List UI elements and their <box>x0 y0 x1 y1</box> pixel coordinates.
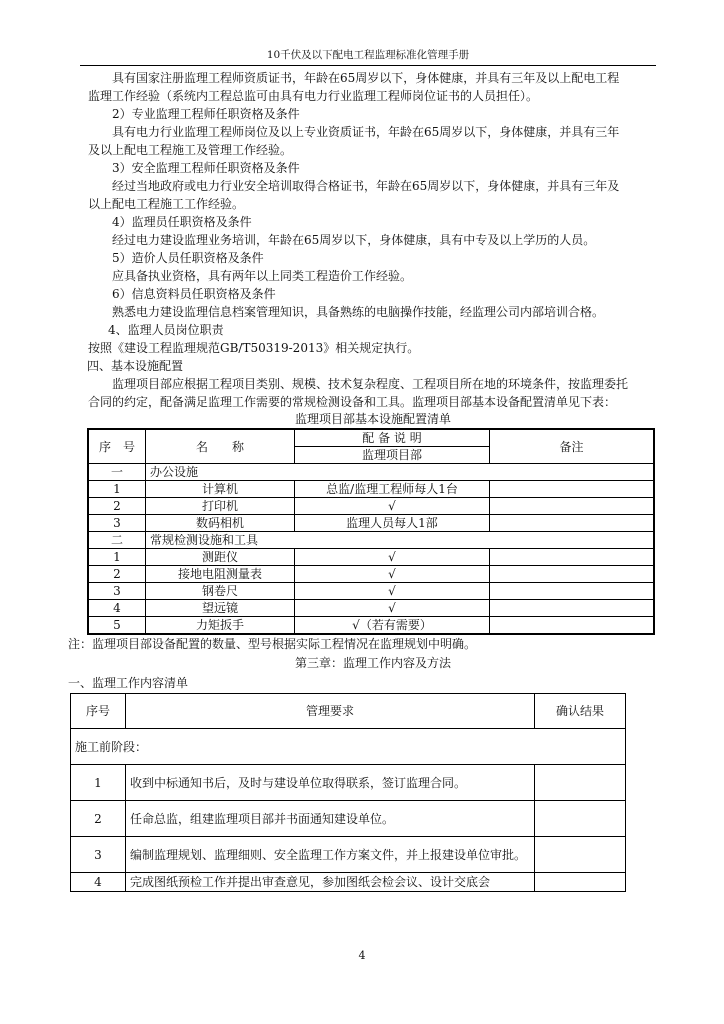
cell-req: 任命总监，组建监理项目部并书面通知建设单位。 <box>126 801 535 837</box>
cell-seq: 3 <box>88 583 146 600</box>
table-row <box>88 481 654 498</box>
cell-seq: 5 <box>88 617 146 635</box>
header-req: 管理要求 <box>126 694 535 729</box>
paragraph: 以上配电工程施工工作经验。 <box>88 197 245 211</box>
cell-remark <box>490 515 655 532</box>
header-seq: 序号 <box>71 694 126 729</box>
group-name: 常规检测设施和工具 <box>146 532 655 549</box>
cell-config: 监理人员每人1部 <box>295 515 490 532</box>
equipment-table <box>87 428 655 635</box>
table-row <box>88 583 654 600</box>
paragraph: 经过当地政府或电力行业安全培训取得合格证书，年龄在65周岁以下，身体健康，并具有三年及 <box>112 179 620 193</box>
header-name: 名 称 <box>146 429 295 464</box>
paragraph: 按照《建设工程监理规范GB/T50319-2013》相关规定执行。 <box>88 341 420 355</box>
table-row <box>71 837 626 873</box>
group-seq: 二 <box>88 532 146 549</box>
section-title: 一、监理工作内容清单 <box>68 676 189 690</box>
cell-req: 编制监理规划、监理细则、安全监理工作方案文件，并上报建设单位审批。 <box>126 837 535 873</box>
running-header: 10千伏及以下配电工程监理标准化管理手册 <box>266 49 470 61</box>
cell-remark <box>490 600 655 617</box>
paragraph: 应具备执业资格，具有两年以上同类工程造价工作经验。 <box>112 269 413 283</box>
table-row <box>88 549 654 566</box>
header-rule <box>80 65 656 66</box>
cell-config: √（若有需要） <box>295 617 490 635</box>
cell-seq: 4 <box>88 600 146 617</box>
table-group-row <box>88 464 654 481</box>
cell-name: 打印机 <box>146 498 295 515</box>
table-header-row <box>88 429 654 447</box>
paragraph-heading: 6）信息资料员任职资格及条件 <box>112 287 276 301</box>
paragraph-heading: 2）专业监理工程师任职资格及条件 <box>112 107 300 121</box>
cell-seq: 2 <box>88 498 146 515</box>
cell-name: 钢卷尺 <box>146 583 295 600</box>
page-number: 4 <box>358 949 366 962</box>
cell-config: √ <box>295 498 490 515</box>
header-dept: 监理项目部 <box>295 447 490 464</box>
cell-seq: 2 <box>88 566 146 583</box>
table-row <box>88 617 654 635</box>
table-row <box>88 515 654 532</box>
table-stage-row <box>71 729 626 765</box>
group-seq: 一 <box>88 464 146 481</box>
cell-name: 接地电阻测量表 <box>146 566 295 583</box>
cell-req: 收到中标通知书后，及时与建设单位取得联系，签订监理合同。 <box>126 765 535 801</box>
paragraph-heading: 3）安全监理工程师任职资格及条件 <box>112 161 300 175</box>
cell-seq: 1 <box>88 481 146 498</box>
cell-remark <box>490 617 655 635</box>
section-heading: 四、基本设施配置 <box>87 359 184 373</box>
cell-seq: 4 <box>71 873 126 892</box>
paragraph: 经过电力建设监理业务培训，年龄在65周岁以下，身体健康，具有中专及以上学历的人员。 <box>112 233 596 247</box>
cell-seq: 2 <box>71 801 126 837</box>
cell-seq: 3 <box>88 515 146 532</box>
cell-remark <box>490 549 655 566</box>
cell-remark <box>490 481 655 498</box>
document-body <box>68 69 658 892</box>
paragraph: 具有国家注册监理工程师资质证书，年龄在65周岁以下，身体健康，并具有三年及以上配电工程 <box>112 71 620 85</box>
table-row <box>71 873 626 892</box>
cell-config: 总监/监理工程师每人1台 <box>295 481 490 498</box>
cell-result <box>535 765 626 801</box>
paragraph: 具有电力行业监理工程师岗位及以上专业资质证书，年龄在65周岁以下，身体健康，并具有三年 <box>112 125 620 139</box>
table-row <box>71 801 626 837</box>
cell-result <box>535 801 626 837</box>
cell-result <box>535 837 626 873</box>
table-row <box>71 765 626 801</box>
paragraph: 及以上配电工程施工及管理工作经验。 <box>88 143 293 157</box>
cell-name: 力矩扳手 <box>146 617 295 635</box>
header-result: 确认结果 <box>535 694 626 729</box>
table-caption: 监理项目部基本设施配置清单 <box>294 412 451 426</box>
paragraph: 合同的约定，配备满足监理工作需要的常规检测设备和工具。监理项目部基本设备配置清单见下表： <box>88 395 617 409</box>
paragraph: 熟悉电力建设监理信息档案管理知识，具备熟练的电脑操作技能，经监理公司内部培训合格。 <box>112 305 605 319</box>
paragraph: 监理工作经验（系统内工程总监可由具有电力行业监理工程师岗位证书的人员担任）。 <box>88 89 539 103</box>
cell-req: 完成图纸预检工作并提出审查意见，参加图纸会检会议、设计交底会 <box>126 873 535 892</box>
paragraph-heading: 4）监理员任职资格及条件 <box>112 215 252 229</box>
table-row <box>88 498 654 515</box>
cell-remark <box>490 583 655 600</box>
chapter-title: 第三章：监理工作内容及方法 <box>294 656 451 670</box>
header-seq: 序 号 <box>88 429 146 464</box>
table-header-row <box>71 694 626 729</box>
group-name: 办公设施 <box>146 464 655 481</box>
paragraph: 监理项目部应根据工程项目类别、规模、技术复杂程度、工程项目所在地的环境条件，按监理委托 <box>112 377 629 391</box>
cell-name: 数码相机 <box>146 515 295 532</box>
table-note: 注：监理项目部设备配置的数量、型号根据实际工程情况在监理规划中明确。 <box>68 637 477 651</box>
cell-name: 测距仪 <box>146 549 295 566</box>
table-row <box>88 600 654 617</box>
cell-name: 计算机 <box>146 481 295 498</box>
cell-seq: 1 <box>71 765 126 801</box>
cell-config: √ <box>295 600 490 617</box>
table-row <box>88 566 654 583</box>
header-config: 配 备 说 明 <box>295 429 490 447</box>
table-group-row <box>88 532 654 549</box>
cell-result <box>535 873 626 892</box>
cell-remark <box>490 498 655 515</box>
cell-seq: 1 <box>88 549 146 566</box>
cell-config: √ <box>295 549 490 566</box>
cell-config: √ <box>295 566 490 583</box>
work-content-table <box>70 693 626 892</box>
header-remark: 备注 <box>490 429 655 464</box>
paragraph-heading: 5）造价人员任职资格及条件 <box>112 251 264 265</box>
stage-label: 施工前阶段： <box>71 729 626 765</box>
cell-seq: 3 <box>71 837 126 873</box>
section-heading: 4、监理人员岗位职责 <box>108 323 224 337</box>
cell-config: √ <box>295 583 490 600</box>
cell-name: 望远镜 <box>146 600 295 617</box>
cell-remark <box>490 566 655 583</box>
